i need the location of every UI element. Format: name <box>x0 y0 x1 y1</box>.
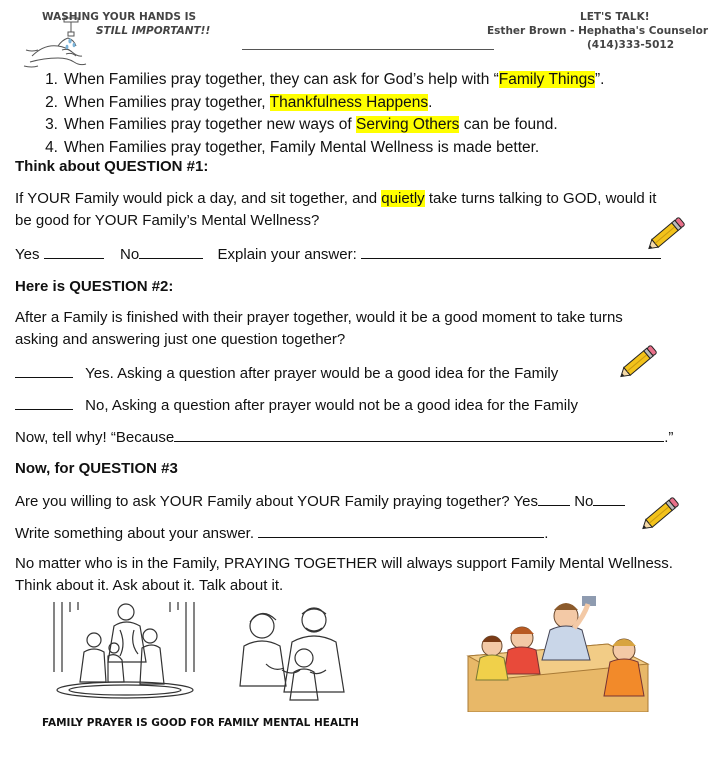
header-right-title: LET'S TALK! <box>580 11 650 23</box>
pencil-icon <box>634 492 684 543</box>
q3-write-blank[interactable] <box>258 522 544 538</box>
family-kneeling-illustration <box>50 600 200 705</box>
family-praying-illustration <box>230 606 360 709</box>
q3-write-row: Write something about your answer. . <box>15 522 548 545</box>
header-divider <box>242 49 494 50</box>
header-right-phone: (414)333-5012 <box>587 39 675 51</box>
header-right-name: Esther Brown - Hephatha's Counselor <box>487 25 709 37</box>
q1-text: If YOUR Family would pick a day, and sit together, and quietly take turns talking to GOD, would it be good for YOUR Family’s Mental Wellness? <box>15 190 657 229</box>
caption: FAMILY PRAYER IS GOOD FOR FAMILY MENTAL HEALTH <box>42 717 359 729</box>
q3-no-blank[interactable] <box>593 490 625 506</box>
q3-yes-blank[interactable] <box>538 490 570 506</box>
q2-option-no: No, Asking a question after prayer would not be a good idea for the Family <box>15 394 578 417</box>
q2-text: After a Family is finished with their prayer together, would it be a good moment to take turns asking and answering just one question together? <box>15 309 623 348</box>
q1-heading: Think about QUESTION #1: <box>15 158 209 175</box>
q3-text-row: Are you willing to ask YOUR Family about YOUR Family praying together? Yes No <box>15 490 625 513</box>
header-left-line1: WASHING YOUR HANDS IS <box>42 11 197 23</box>
q1-yes-blank[interactable] <box>44 243 104 259</box>
point-item: 4. When Families pray together, Family Mental Wellness is made better. <box>45 138 540 156</box>
q1-answer-row: Yes No Explain your answer: <box>15 243 661 266</box>
point-item: 1. When Families pray together, they can ask for God’s help with “Family Things”. <box>45 71 605 88</box>
pencil-icon <box>640 212 690 263</box>
q2-why-blank[interactable] <box>174 426 664 442</box>
q1-explain-blank[interactable] <box>361 243 661 259</box>
points-list <box>36 69 604 159</box>
pencil-icon <box>612 340 662 391</box>
point-item: 3. When Families pray together new ways of Serving Others can be found. <box>45 116 558 133</box>
header-left-line2: STILL IMPORTANT!! <box>96 25 211 37</box>
family-table-illustration <box>462 594 658 717</box>
q1-no-blank[interactable] <box>139 243 203 259</box>
q2-yes-blank[interactable] <box>15 362 73 378</box>
q3-heading: Now, for QUESTION #3 <box>15 460 178 477</box>
closing-text: No matter who is in the Family, PRAYING TOGETHER will always support Family Mental Wellness. Think about it. Ask about it. Talk about it. <box>15 555 673 594</box>
q2-option-yes: Yes. Asking a question after prayer would be a good idea for the Family <box>15 362 558 385</box>
q2-no-blank[interactable] <box>15 394 73 410</box>
point-item: 2. When Families pray together, Thankfulness Happens. <box>45 93 433 111</box>
q2-why-row: Now, tell why! “Because .” <box>15 426 673 449</box>
q2-heading: Here is QUESTION #2: <box>15 278 174 295</box>
